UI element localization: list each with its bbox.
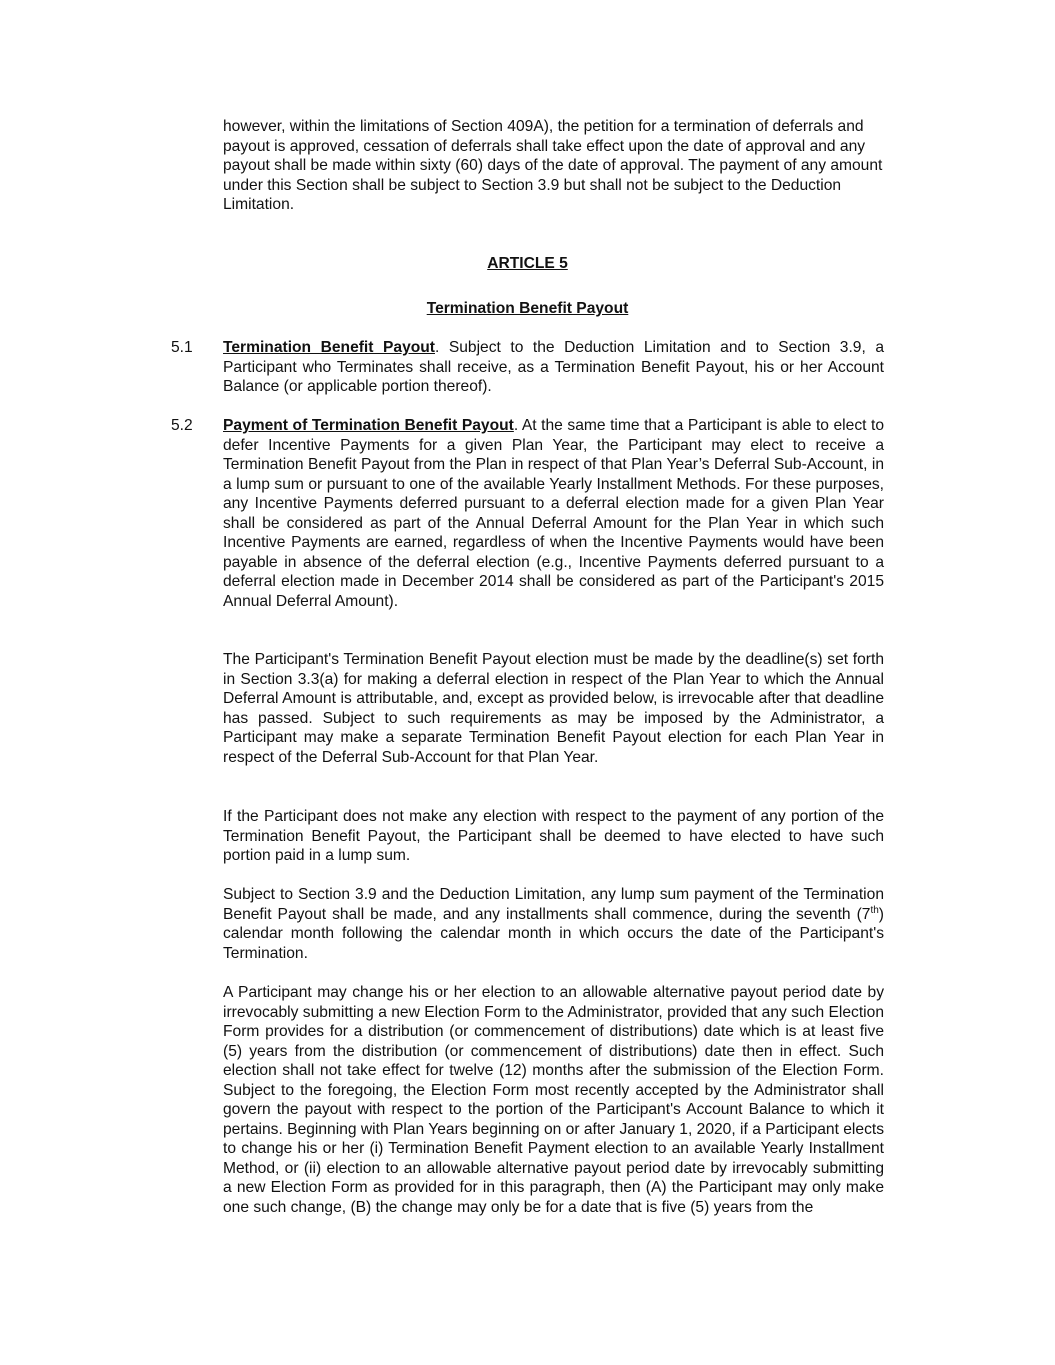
- default-election-paragraph: If the Participant does not make any election with respect to the payment of any portion of the Termination Benefit Payout, the Participant shall be deemed to have elected to have such portion paid in a lump sum.: [223, 808, 884, 864]
- section-number-5-2: 5.2: [171, 417, 193, 434]
- payment-timing-paragraph: [223, 885, 884, 963]
- article-heading: ARTICLE 5: [487, 255, 568, 272]
- article-title: Termination Benefit Payout: [426, 300, 629, 317]
- payment-timing-text-after: ) calendar month following the calendar month in which occurs the date of the Participant's Termination.: [223, 905, 884, 962]
- section-5-1-paragraph: [223, 338, 884, 397]
- election-change-paragraph: A Participant may change his or her election to an allowable alternative payout period date by irrevocably submitting a new Election Form to the Administrator, provided that any such Election Form provides for a distribution (or commencement of distributions) date which is at least five (5) years from the distribution (or commencement of distributions) date then in effect. Such election shall not take effect for twelve (12) months after the submission of the Election Form. Subject to the foregoing, the Election Form most recently accepted by the Administrator shall govern the payout with respect to the portion of the Participant's Account Balance to which it pertains. Beginning with Plan Years beginning on or after January 1, 2020, if a Participant elects to change his or her (i) Termination Benefit Payment election to an available Yearly Installment Method, or (ii) election to an allowable alternative payout period date by irrevocably submitting a new Election Form as provided for in this paragraph, then (A) the Participant may only make one such change, (B) the change may only be for a date that is five (5) years from the: [223, 984, 884, 1216]
- election-deadline-paragraph: The Participant's Termination Benefit Payout election must be made by the deadline(s) set forth in Section 3.3(a) for making a deferral election in respect of the Plan Year to which the Annual Deferral Amount is attributable, and, except as provided below, is irrevocable after that deadline has passed. Subject to such requirements as may be imposed by the Administrator, a Participant may make a separate Termination Benefit Payout election for each Plan Year in respect of the Deferral Sub-Account for that Plan Year.: [223, 651, 884, 766]
- section-5-2-text: . At the same time that a Participant is able to elect to defer Incentive Payments for a given Plan Year, the Participant may elect to receive a Termination Benefit Payout from the Plan in respect of that Plan Year’s Deferral Sub-Account, in a lump sum or pursuant to one of the available Yearly Installment Methods. For these purposes, any Incentive Payments deferred pursuant to a deferral election made for a given Plan Year shall be considered as part of the Annual Deferral Amount for the Plan Year in which such Incentive Payments are earned, regardless of when the Incentive Payments would have been payable in absence of the deferral election (e.g., Incentive Payments deferred pursuant to a deferral election made in December 2014 shall be considered as part of the Participant's 2015 Annual Deferral Amount).: [223, 417, 885, 610]
- payment-timing-text-before: Subject to Section 3.9 and the Deduction Limitation, any lump sum payment of the Termination Benefit Payout shall be made, and any installments shall commence, during the seventh (7: [223, 886, 884, 923]
- section-5-2-paragraph: [223, 416, 884, 611]
- ordinal-superscript: th: [870, 904, 879, 916]
- section-5-1-text: . Subject to the Deduction Limitation and to Section 3.9, a Participant who Terminates shall receive, as a Termination Benefit Payout, his or her Account Balance (or applicable portion thereof).: [223, 339, 884, 395]
- intro-paragraph: however, within the limitations of Section 409A), the petition for a termination of deferrals and payout is approved, cessation of deferrals shall take effect upon the date of approval and any payout shall be made within sixty (60) days of the date of approval. The payment of any amount under this Section shall be subject to Section 3.9 but shall not be subject to the Deduction Limitation.: [223, 118, 883, 213]
- section-5-1-title: Termination Benefit Payout: [223, 339, 435, 356]
- section-number-5-1: 5.1: [171, 339, 193, 356]
- section-5-2-title: Payment of Termination Benefit Payout: [223, 417, 514, 434]
